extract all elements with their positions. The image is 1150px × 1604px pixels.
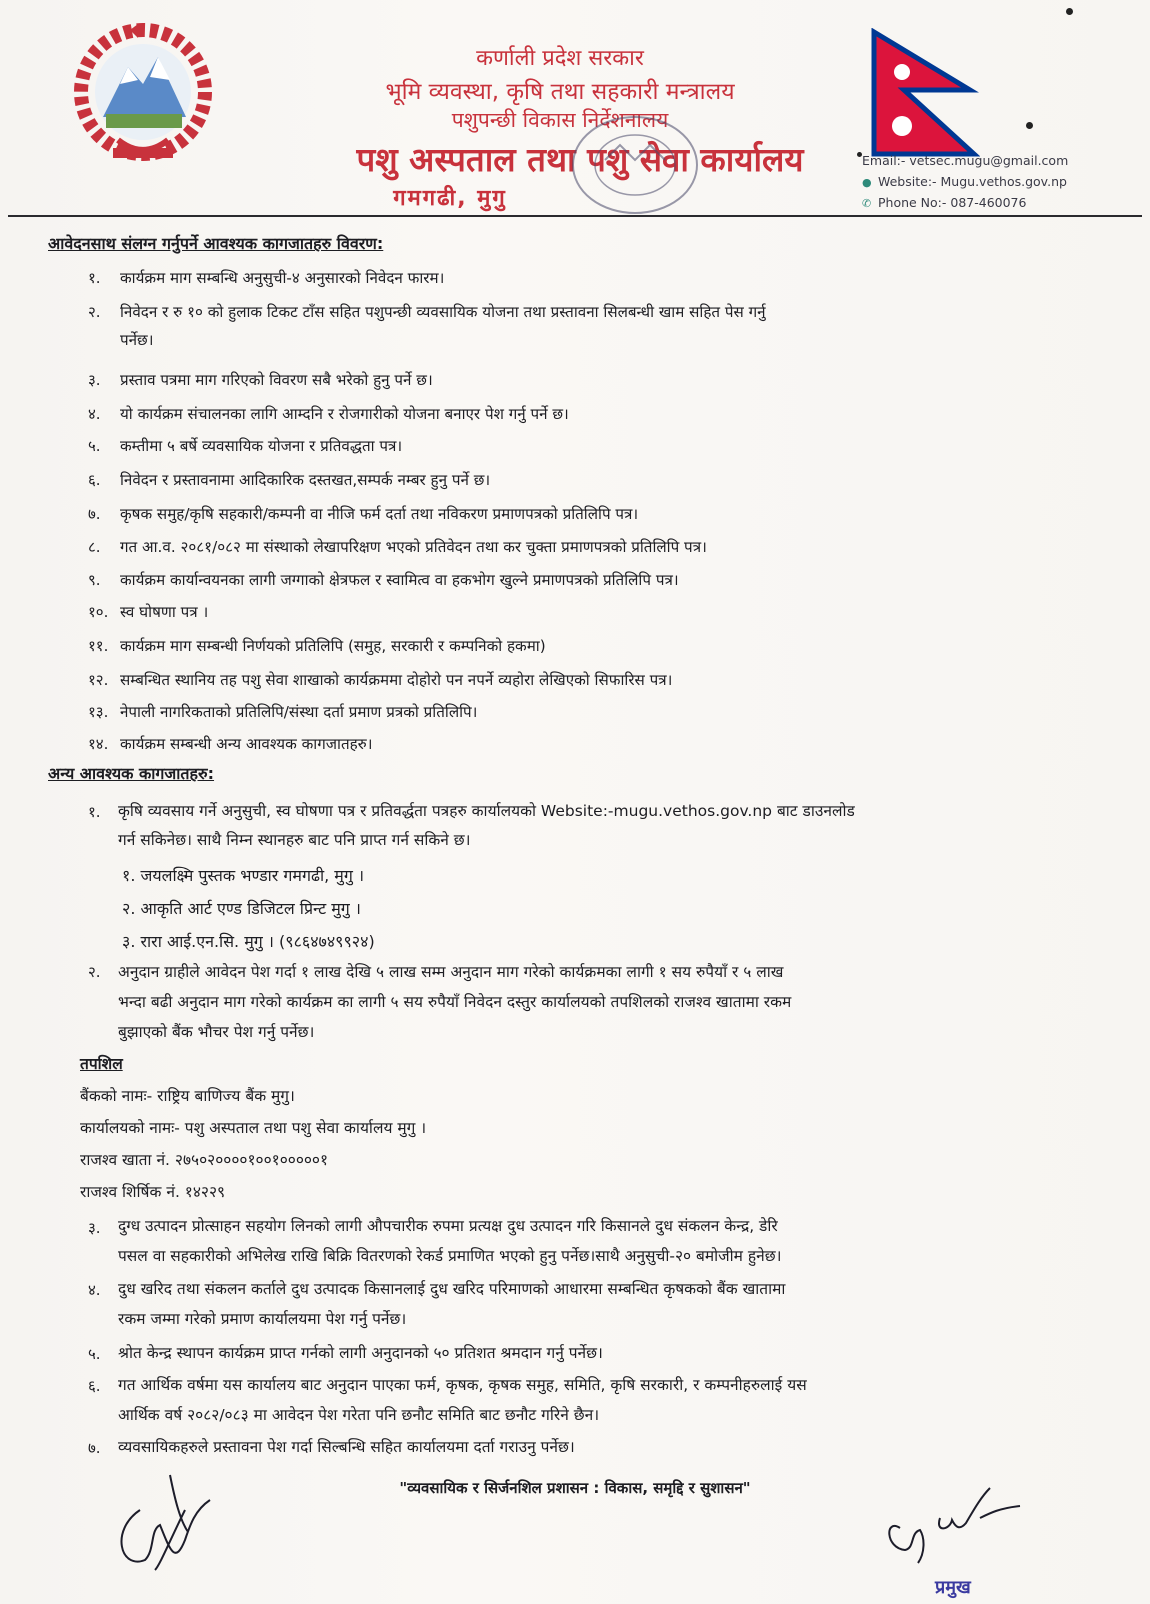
list-item: सम्बन्धित स्थानिय तह पशु सेवा शाखाको कार्यक्रममा दोहोरो पन नपर्ने व्यहोरा लेखिएको सिफारिस पत्र। xyxy=(120,671,673,689)
list-number: ४. xyxy=(88,405,101,423)
tapsil-title: तपशिल xyxy=(80,1055,123,1073)
list-item: कार्यक्रम कार्यान्वयनका लागी जग्गाको क्षेत्रफल र स्वामित्व वा हकभोग खुल्ने प्रमाणपत्रको प्रतिलिपि पत्र। xyxy=(120,571,679,589)
list-number: ३. xyxy=(88,371,101,389)
section2-title: अन्य आवश्यक कागजातहरु: xyxy=(48,764,215,783)
globe-icon: ● xyxy=(862,176,872,189)
para-6-line1: गत आर्थिक वर्षमा यस कार्यालय बाट अनुदान पाएका फर्म, कृषक, कृषक समुह, समिति, कृषि सरकारी, र कम्पनीहरुलाई यस xyxy=(118,1376,807,1394)
list-item: नेपाली नागरिकताको प्रतिलिपि/संस्था दर्ता प्रमाण प्रत्रको प्रतिलिपि। xyxy=(120,703,478,721)
list-number: ७. xyxy=(88,505,101,523)
para-3-line1: दुग्ध उत्पादन प्रोत्साहन सहयोग लिनको लागी औपचारीक रुपमा प्रत्यक्ष दुध उत्पादन गरि किसानले दुध संकलन केन्द्र, डेरि xyxy=(118,1217,778,1235)
list-number: ६. xyxy=(88,471,101,489)
list-number: १४. xyxy=(88,735,109,753)
right-signature xyxy=(880,1478,1030,1578)
office-stamp xyxy=(560,105,710,225)
list-number: ८. xyxy=(88,538,101,556)
para-7-line1: व्यवसायिकहरुले प्रस्तावना पेश गर्दा सिल्बन्धि सहित कार्यालयमा दर्ता गराउनु पर्नेछ। xyxy=(118,1438,575,1456)
para-number: ५. xyxy=(88,1345,101,1363)
list-number: १२. xyxy=(88,671,109,689)
list-number: ९. xyxy=(88,571,101,589)
para-4-line1: दुध खरिद तथा संकलन कर्ताले दुध उत्पादक किसानलाई दुध खरिद परिमाणको आधारमा सम्बन्धित कृषकको बैंक खातामा xyxy=(118,1280,786,1298)
office-title: पशु अस्पताल तथा पशु सेवा कार्यालय xyxy=(356,140,804,179)
nepal-emblem-logo xyxy=(58,22,228,172)
list-number: १०. xyxy=(88,603,109,621)
ministry-title: भूमि व्यवस्था, कृषि तथा सहकारी मन्त्रालय xyxy=(385,79,735,105)
phone-icon: ✆ xyxy=(862,197,872,210)
list-item: प्रस्ताव पत्रमा माग गरिएको विवरण सबै भरेको हुनु पर्ने छ। xyxy=(120,371,433,389)
speck xyxy=(1026,122,1033,129)
revenue-heading: राजश्व शिर्षिक नं. १४२२९ xyxy=(80,1183,226,1201)
list-item: निवेदन र प्रस्तावनामा आदिकारिक दस्तखत,सम्पर्क नम्बर हुनु पर्ने छ। xyxy=(120,471,491,489)
left-signature xyxy=(100,1470,230,1580)
list-number: २. xyxy=(88,303,101,321)
list-item: गत आ.व. २०८१/०८२ मा संस्थाको लेखापरिक्षण भएको प्रतिवेदन तथा कर चुक्ता प्रमाणपत्रको प्रतिलिपि पत्र। xyxy=(120,538,707,556)
list-number: १. xyxy=(88,269,101,287)
seal-label: प्रमुख xyxy=(935,1577,971,1598)
list-item: कार्यक्रम माग सम्बन्धि अनुसुची-४ अनुसारको निवेदन फारम। xyxy=(120,269,445,287)
list-item: कम्तीमा ५ बर्षे व्यवसायिक योजना र प्रतिवद्धता पत्र। xyxy=(120,437,403,455)
bank-name: बैंकको नामः- राष्ट्रिय बाणिज्य बैंक मुगु। xyxy=(80,1087,295,1105)
para-1-line2: गर्न सकिनेछ। साथै निम्न स्थानहरु बाट पनि प्राप्त गर्न सकिने छ। xyxy=(118,831,471,849)
outlet-item: ३. रारा आई.एन.सि. मुगु । (९८६४७४९९२४) xyxy=(122,932,375,951)
list-item: कृषक समुह/कृषि सहकारी/कम्पनी वा नीजि फर्म दर्ता तथा नविकरण प्रमाणपत्रको प्रतिलिपि पत्र। xyxy=(120,505,639,523)
office-name: कार्यालयको नामः- पशु अस्पताल तथा पशु सेवा कार्यालय मुगु । xyxy=(80,1119,427,1137)
contact-website: ● Website:- Mugu.vethos.gov.np xyxy=(862,174,1067,189)
province-govt-title: कर्णाली प्रदेश सरकार xyxy=(476,46,644,71)
para-number: ६. xyxy=(88,1377,101,1395)
para-2-line2: भन्दा बढी अनुदान माग गरेको कार्यक्रम का लागी ५ सय रुपैयाँ निवेदन दस्तुर कार्यालयको तपशिलको राजश्व खातामा रकम xyxy=(118,993,792,1011)
para-number: ७. xyxy=(88,1439,101,1457)
directorate-title: पशुपन्छी विकास निर्देशनालय xyxy=(451,108,669,132)
header-divider xyxy=(8,215,1142,217)
outlet-item: २. आकृति आर्ट एण्ड डिजिटल प्रिन्ट मुगु । xyxy=(122,899,361,918)
nepal-flag xyxy=(870,28,980,158)
para-6-line2: आर्थिक वर्ष २०८२/०८३ मा आवेदन पेश गरेता पनि छनौट समिति बाट छनौट गरिने छैन। xyxy=(118,1406,600,1424)
contact-email: Email:- vetsec.mugu@gmail.com xyxy=(862,153,1069,168)
para-number: ३. xyxy=(88,1219,101,1237)
para-number: २. xyxy=(88,963,101,981)
para-1-line1: कृषि व्यवसाय गर्ने अनुसुची, स्व घोषणा पत्र र प्रतिवर्द्धता पत्रहरु कार्यालयको Website:-mugu.vethos.gov.np बाट डाउनलोड xyxy=(118,802,855,820)
list-item: स्व घोषणा पत्र । xyxy=(120,603,209,621)
contact-phone: ✆ Phone No:- 087-460076 xyxy=(862,195,1027,210)
list-item: यो कार्यक्रम संचालनका लागि आम्दनि र रोजगारीको योजना बनाएर पेश गर्नु पर्ने छ। xyxy=(120,405,569,423)
para-number: ४. xyxy=(88,1281,101,1299)
para-3-line2: पसल वा सहकारीको अभिलेख राखि बिक्रि वितरणको रेकर्ड प्रमाणित भएको हुनु पर्नेछ।साथै अनुसुची-२० बमोजीम हुनेछ। xyxy=(118,1247,782,1265)
list-item: निवेदन र रु १० को हुलाक टिकट टाँस सहित पशुपन्छी व्यवसायिक योजना तथा प्रस्तावना सिलबन्धी खाम सहित पेस गर्नु xyxy=(120,303,766,321)
outlet-item: १. जयलक्ष्मि पुस्तक भण्डार गमगढी, मुगु । xyxy=(122,866,365,885)
revenue-account: राजश्व खाता नं. २७५०२००००१००१०००००१ xyxy=(80,1151,329,1169)
speck xyxy=(1066,8,1073,15)
section1-title: आवेदनसाथ संलग्न गर्नुपर्ने आवश्यक कागजातहरु विवरण: xyxy=(48,234,384,253)
list-number: ११. xyxy=(88,637,109,655)
list-item: कार्यक्रम माग सम्बन्धी निर्णयको प्रतिलिपि (समुह, सरकारी र कम्पनिको हकमा) xyxy=(120,637,546,655)
para-2-line3: बुझाएको बैंक भौचर पेश गर्नु पर्नेछ। xyxy=(118,1023,315,1041)
footer-motto: "व्यवसायिक र सिर्जनशिल प्रशासन : विकास, समृद्दि र सुशासन" xyxy=(399,1479,751,1497)
list-number: ५. xyxy=(88,437,101,455)
para-2-line1: अनुदान ग्राहीले आवेदन पेश गर्दा १ लाख देखि ५ लाख सम्म अनुदान माग गरेको कार्यक्रमका लागी १ सय रुपैयाँ र ५ लाख xyxy=(118,963,784,981)
list-number: १३. xyxy=(88,703,109,721)
para-number: १. xyxy=(88,803,101,821)
para-4-line2: रकम जम्मा गरेको प्रमाण कार्यालयमा पेश गर्नु पर्नेछ। xyxy=(118,1310,407,1328)
list-item: कार्यक्रम सम्बन्धी अन्य आवश्यक कागजातहरु। xyxy=(120,735,373,753)
para-5-line1: श्रोत केन्द्र स्थापन कार्यक्रम प्राप्त गर्नको लागी अनुदानको ५० प्रतिशत श्रमदान गर्नु पर्नेछ। xyxy=(118,1344,603,1362)
office-location: गमगढी, मुगु xyxy=(393,186,507,211)
list-item-cont: पर्नेछ। xyxy=(120,331,154,349)
